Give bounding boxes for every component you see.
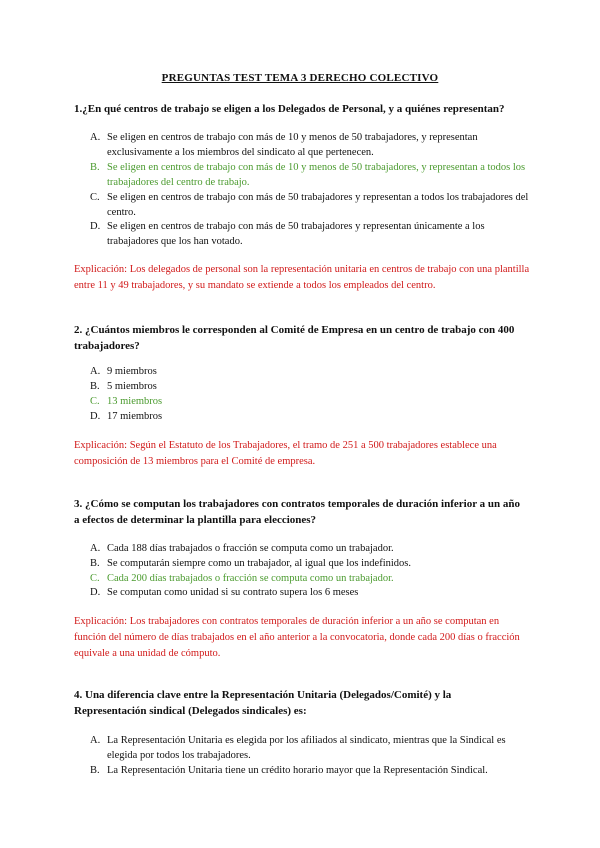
option-letter: D. bbox=[90, 587, 101, 598]
q3-option-b bbox=[90, 556, 530, 571]
q2-option-d bbox=[90, 409, 530, 424]
option-letter: D. bbox=[90, 411, 101, 422]
option-text: 17 miembros bbox=[107, 411, 163, 422]
question-2: 2. ¿Cuántos miembros le corresponden al Comité de Empresa en un centro de trabajo con 400 trabajadores? bbox=[74, 324, 515, 352]
question-4: 4. Una diferencia clave entre la Representación Unitaria (Delegados/Comité) y la Representación sindical (Delegados sindicales) es: bbox=[74, 689, 452, 717]
question-3: 3. ¿Cómo se computan los trabajadores con contratos temporales de duración inferior a un año a efectos de determinar la plantilla para elecciones? bbox=[74, 498, 520, 526]
option-letter: A. bbox=[90, 543, 101, 554]
q4-option-b bbox=[90, 763, 530, 778]
option-text: Se eligen en centros de trabajo con más de 10 y menos de 50 trabajadores, y representan exclusivamente a los miembros del sindicato al que pertenecen. bbox=[107, 132, 478, 158]
option-text: Cada 200 días trabajados o fracción se computa como un trabajador. bbox=[107, 573, 394, 584]
option-text: Se eligen en centros de trabajo con más de 50 trabajadores y representan a todos los trabajadores del centro. bbox=[107, 192, 529, 218]
q3-option-a bbox=[90, 541, 530, 556]
option-text: 13 miembros bbox=[107, 396, 163, 407]
q3-option-d bbox=[90, 585, 530, 600]
q3-option-c-correct bbox=[90, 571, 530, 586]
question-1: 1.¿En qué centros de trabajo se eligen a los Delegados de Personal, y a quiénes representan? bbox=[74, 103, 505, 115]
option-letter: C. bbox=[90, 573, 100, 584]
option-letter: C. bbox=[90, 192, 100, 203]
q1-option-c bbox=[90, 190, 530, 220]
option-letter: A. bbox=[90, 132, 101, 143]
option-letter: B. bbox=[90, 558, 100, 569]
option-text: 5 miembros bbox=[107, 381, 157, 392]
q1-option-d bbox=[90, 219, 530, 249]
option-text: Se eligen en centros de trabajo con más de 10 y menos de 50 trabajadores, y representan a todos los trabajadores del centro de trabajo. bbox=[107, 162, 526, 188]
option-text: Se eligen en centros de trabajo con más de 50 trabajadores y representan únicamente a los trabajadores que los han votado. bbox=[107, 221, 485, 247]
q3-explanation: Explicación: Los trabajadores con contratos temporales de duración inferior a un año se computan en función del número de días trabajados en el año anterior a la convocatoria, donde cada 200 días o fracción equivale a una unidad de cómputo. bbox=[74, 616, 520, 659]
option-letter: B. bbox=[90, 381, 100, 392]
option-letter: A. bbox=[90, 366, 101, 377]
option-letter: D. bbox=[90, 221, 101, 232]
q1-explanation: Explicación: Los delegados de personal son la representación unitaria en centros de trabajo con una plantilla entre 11 y 49 trabajadores, y su mandato se extiende a todos los empleados del centro. bbox=[74, 264, 530, 291]
q2-option-a bbox=[90, 364, 530, 379]
q2-explanation: Explicación: Según el Estatuto de los Trabajadores, el tramo de 251 a 500 trabajadores establece una composición de 13 miembros para el Comité de empresa. bbox=[74, 440, 497, 467]
document-title: PREGUNTAS TEST TEMA 3 DERECHO COLECTIVO bbox=[161, 72, 439, 84]
option-letter: B. bbox=[90, 162, 100, 173]
q2-option-c-correct bbox=[90, 394, 530, 409]
option-letter: C. bbox=[90, 396, 100, 407]
q1-option-a bbox=[90, 130, 530, 160]
option-text: Se computan como unidad si su contrato supera los 6 meses bbox=[107, 587, 359, 598]
q2-option-b bbox=[90, 379, 530, 394]
option-text: Se computarán siempre como un trabajador, al igual que los indefinidos. bbox=[107, 558, 411, 569]
option-text: 9 miembros bbox=[107, 366, 157, 377]
option-letter: B. bbox=[90, 765, 100, 776]
option-text: La Representación Unitaria es elegida por los afiliados al sindicato, mientras que la Sindical es elegida por todos los trabajadores. bbox=[107, 735, 506, 761]
option-text: La Representación Unitaria tiene un crédito horario mayor que la Representación Sindical. bbox=[107, 765, 488, 776]
option-text: Cada 188 días trabajados o fracción se computa como un trabajador. bbox=[107, 543, 394, 554]
q4-option-a bbox=[90, 733, 530, 763]
option-letter: A. bbox=[90, 735, 101, 746]
q1-option-b-correct bbox=[90, 160, 530, 190]
